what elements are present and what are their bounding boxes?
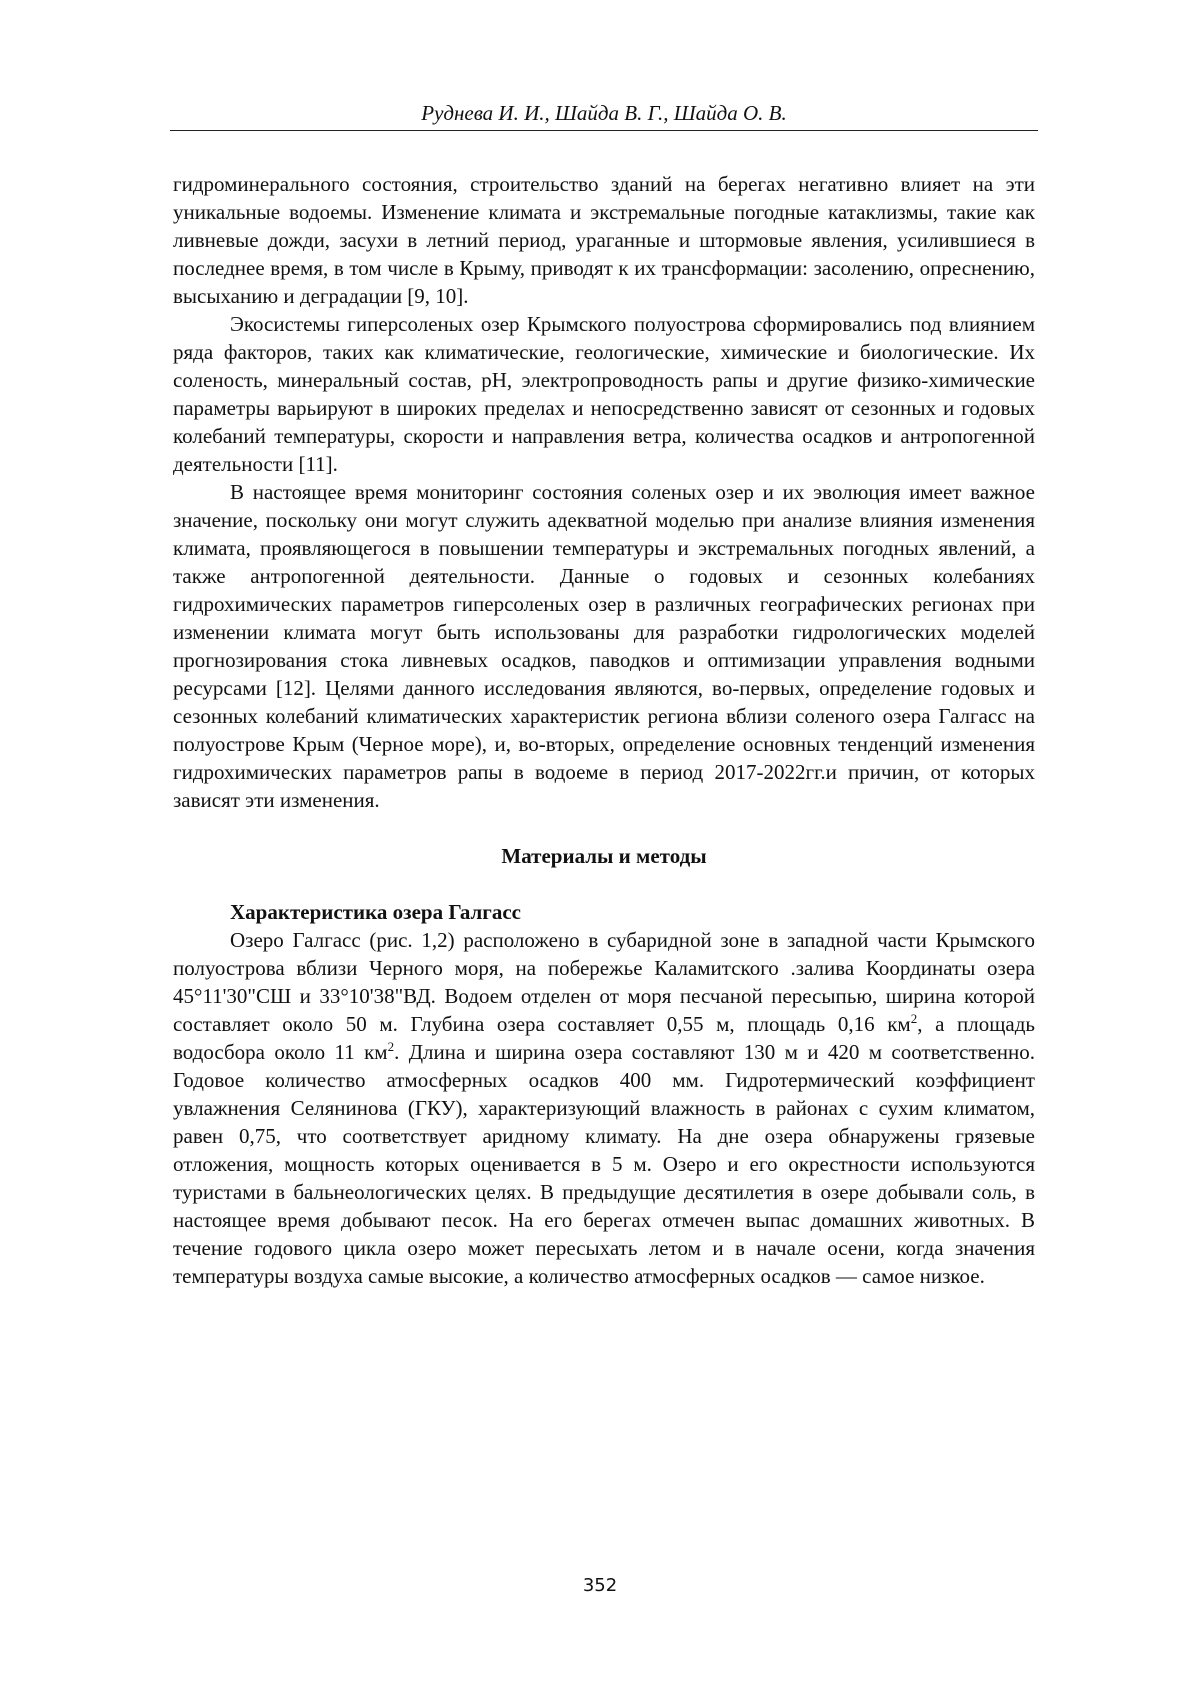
paragraph-3: В настоящее время мониторинг состояния соленых озер и их эволюция имеет важное значение, поскольку они могут служить адекватной моделью при анализе влияния изменения климата, проявляющегося в повышении температуры и экстремальных погодных явлений, а также антропогенной деятельности. Данные о годовых и сезонных колебаниях гидрохимических параметров гиперсоленых озер в различных географических регионах при изменении климата могут быть использованы для разработки гидрологических моделей прогнозирования стока ливневых осадков, паводков и оптимизации управления водными ресурсами [12]. Целями данного исследования являются, во-первых, определение годовых и сезонных колебаний климатических характеристик региона вблизи соленого озера Галгасс на полуострове Крым (Черное море), и, во-вторых, определение основных тенденций изменения гидрохимических параметров рапы в водоеме в период 2017-2022гг.и причин, от которых зависят эти изменения. <box>173 478 1035 814</box>
paragraph-lake-description <box>173 926 1035 1290</box>
page-number: 352 <box>0 1575 1200 1596</box>
lake-text-part-1: Озеро Галгасс (рис. 1,2) расположено в субаридной зоне в западной части Крымского полуострова вблизи Черного моря, на побережье Каламитского .залива Координаты озера 45°11'30"СШ и 33°10'38"ВД. Водоем отделен от моря песчаной пересыпью, ширина которой составляет около 50 м. Глубина озера составляет 0,55 м, площадь 0,16 км <box>173 928 1035 1036</box>
running-head-authors: Руднева И. И., Шайда В. Г., Шайда О. В. <box>170 100 1038 126</box>
section-title: Материалы и методы <box>173 842 1035 870</box>
lake-text-part-2: , а площадь водосбора около 11 км <box>173 1012 1035 1064</box>
document-page <box>0 0 1200 1697</box>
superscript-km2-1: 2 <box>911 1011 918 1026</box>
header-rule <box>170 130 1038 131</box>
paragraph-1: гидроминерального состояния, строительство зданий на берегах негативно влияет на эти уникальные водоемы. Изменение климата и экстремальные погодные катаклизмы, такие как ливневые дожди, засухи в летний период, ураганные и штормовые явления, усилившиеся в последнее время, в том числе в Крыму, приводят к их трансформации: засолению, опреснению, высыханию и деградации [9, 10]. <box>173 170 1035 310</box>
lake-text-part-3: . Длина и ширина озера составляют 130 м и 420 м соответственно. Годовое количество атмосферных осадков 400 мм. Гидротермический коэффициент увлажнения Селянинова (ГКУ), характеризующий влажность в районах с сухим климатом, равен 0,75, что соответствует аридному климату. На дне озера обнаружены грязевые отложения, мощность которых оценивается в 5 м. Озеро и его окрестности используются туристами в бальнеологических целях. В предыдущие десятилетия в озере добывали соль, в настоящее время добывают песок. На его берегах отмечен выпас домашних животных. В течение годового цикла озеро может пересыхать летом и в начале осени, когда значения температуры воздуха самые высокие, а количество атмосферных осадков — самое низкое. <box>173 1040 1035 1288</box>
body-text <box>173 170 1035 1290</box>
subsection-title: Характеристика озера Галгасс <box>173 898 1035 926</box>
superscript-km2-2: 2 <box>388 1039 395 1054</box>
paragraph-2: Экосистемы гиперсоленых озер Крымского полуострова сформировались под влиянием ряда факторов, таких как климатические, геологические, химические и биологические. Их соленость, минеральный состав, pH, электропроводность рапы и другие физико-химические параметры варьируют в широких пределах и непосредственно зависят от сезонных и годовых колебаний температуры, скорости и направления ветра, количества осадков и антропогенной деятельности [11]. <box>173 310 1035 478</box>
